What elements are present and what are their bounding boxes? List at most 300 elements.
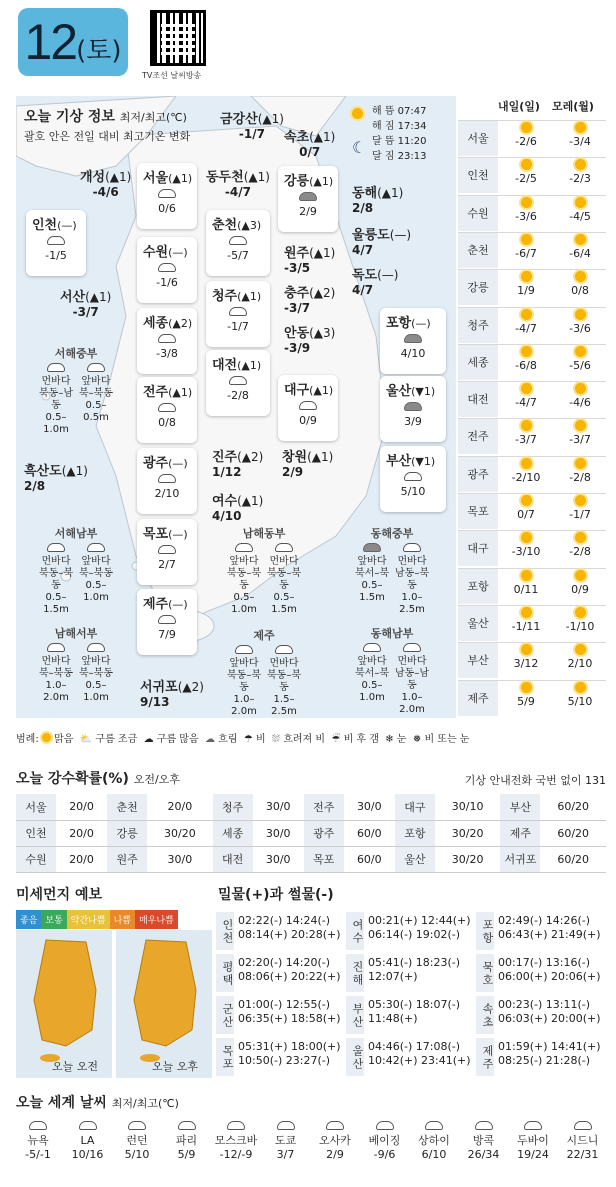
sun-cloud-icon (521, 644, 532, 655)
forecast-tomorrow: -4/7 (500, 383, 552, 409)
world-city (163, 1118, 211, 1162)
precip-value: 30/0 (253, 794, 304, 820)
world-city-name: 뉴욕 (27, 1134, 49, 1147)
rain-icon: ☂ (243, 734, 253, 745)
forecast-row (458, 680, 606, 716)
precip-value: 30/20 (435, 846, 501, 872)
city-label: 개성(▲1) -4/6 (80, 170, 132, 199)
sun-cloud-icon (521, 420, 532, 431)
snow-icon (87, 543, 105, 552)
world-city (113, 1118, 161, 1162)
world-city (509, 1118, 557, 1162)
forecast-dayafter: -2/8 (554, 532, 606, 558)
precip-value: 30/0 (253, 820, 304, 846)
precip-city: 포항 (395, 820, 435, 846)
rain-icon (363, 643, 381, 652)
cloud-sun-icon (158, 545, 176, 554)
cloud-icon (47, 363, 65, 372)
qr-code-icon[interactable] (150, 10, 206, 66)
grade-good: 좋음 (16, 910, 41, 929)
forecast-tomorrow: 0/11 (500, 570, 552, 596)
forecast-dayafter: -3/4 (554, 122, 606, 148)
precip-value: 30/0 (147, 846, 213, 872)
sun-cloud-icon (575, 458, 586, 469)
tide-port: 울산 (346, 1038, 364, 1076)
legend (16, 730, 469, 745)
sun-cloud-icon (575, 383, 586, 394)
forecast-row (458, 456, 606, 492)
sun-cloud-icon (575, 159, 586, 170)
sea-zone: 동해중부 앞바다 북서–북 0.5–1.5m 먼바다 남동–북동 1.0–2.5m (355, 527, 429, 615)
world-city-temp: 5/10 (124, 1148, 150, 1161)
world-city (559, 1118, 607, 1162)
forecast-tomorrow: -3/10 (500, 532, 552, 558)
weather-icon (178, 1121, 196, 1130)
broadcaster-label: TV조선 날씨방송 (142, 71, 202, 80)
city-label: 여수(▲1) 4/10 (212, 494, 264, 523)
world-city-temp: 19/24 (517, 1148, 549, 1161)
rain-snow-icon: ❅ (412, 734, 422, 745)
grade-normal: 보통 (41, 910, 66, 929)
tide-line1: 00:17(-) 13:16(-) (498, 956, 591, 969)
world-title: 오늘 세계 날씨 최저/최고(℃) (16, 1095, 179, 1111)
sun-cloud-icon (575, 607, 586, 618)
world-city-temp: 5/9 (177, 1148, 196, 1161)
tide-line2: 11:48(+) (368, 1012, 418, 1025)
precip-city: 서울 (16, 794, 56, 820)
overcast-icon (363, 543, 381, 552)
sun-cloud-icon (521, 570, 532, 581)
world-city-temp: 26/34 (467, 1148, 500, 1161)
city-card-daejeon[interactable]: 대전(▲1) -2/8 (206, 350, 270, 416)
rain-icon (403, 643, 421, 652)
legend-item: 비 또는 눈 (424, 734, 470, 745)
rain-icon (87, 643, 105, 652)
city-label: 서귀포(▲2) 9/13 (140, 680, 204, 709)
city-card-cheongju[interactable]: 청주(▲1) -1/7 (206, 281, 270, 347)
precip-row (16, 794, 606, 820)
precip-value: 30/20 (435, 820, 501, 846)
legend-item: 눈 (396, 734, 407, 745)
forecast-tomorrow: -1/11 (500, 607, 552, 633)
tide-port: 속초 (476, 996, 494, 1034)
dust-pm-label: 오늘 오후 (152, 1060, 199, 1073)
city-card-ulsan[interactable]: 울산(▼1) 3/9 (380, 376, 446, 442)
city-card-sejong[interactable]: 세종(▲2) -3/8 (137, 308, 197, 374)
tide-line2: 08:06(+) 20:22(+) (238, 970, 341, 983)
rain-sun-icon (158, 615, 176, 624)
tide-port: 포항 (476, 912, 494, 950)
world-city-temp: 22/31 (566, 1148, 599, 1161)
forecast-city: 대전 (458, 382, 498, 417)
sun-cloud-icon (575, 309, 586, 320)
forecast-row (458, 157, 606, 193)
grade-slightly-bad: 약간나쁨 (67, 910, 110, 929)
tide-port: 군산 (216, 996, 234, 1034)
forecast-tomorrow: -3/6 (500, 197, 552, 223)
rain-icon (47, 643, 65, 652)
tide-cell (346, 954, 476, 992)
legend-item: 흐려져 비 (283, 734, 326, 745)
cloud-sun-icon: ⛅ (79, 734, 93, 745)
world-city-name: 상하이 (418, 1134, 450, 1147)
cloud-icon (47, 236, 65, 245)
forecast-city: 전주 (458, 419, 498, 454)
forecast-city: 부산 (458, 643, 498, 678)
tide-port: 인천 (216, 912, 234, 950)
sun-icon (352, 108, 363, 124)
forecast-dayafter: -4/5 (554, 197, 606, 223)
moonrise-time: 달 뜸 11:20 (372, 136, 427, 147)
map-title: 오늘 기상 정보 최저/최고(℃) (24, 109, 187, 125)
dust-am-label: 오늘 오전 (52, 1060, 99, 1073)
forecast-tomorrow: -2/10 (500, 458, 552, 484)
world-city-name: 시드니 (566, 1134, 599, 1147)
cloud-icon (229, 307, 247, 316)
tide-port: 제주 (476, 1038, 494, 1076)
forecast-city: 강릉 (458, 270, 498, 305)
rain-clear-icon: ☔ (331, 734, 341, 745)
tide-line2: 08:14(+) 20:28(+) (238, 928, 341, 941)
forecast-dayafter: 0/8 (554, 271, 606, 297)
sun-cloud-icon (575, 197, 586, 208)
tide-cell (216, 996, 346, 1034)
precip-table (16, 794, 606, 873)
city-card-incheon[interactable]: 인천(—) -1/5 (26, 210, 86, 276)
weather-icon (524, 1121, 542, 1130)
forecast-dayafter: -5/6 (554, 346, 606, 372)
world-city-name: LA (80, 1134, 95, 1147)
world-city-temp: -5/-1 (25, 1148, 51, 1161)
forecast-city: 광주 (458, 457, 498, 492)
dust-title: 미세먼지 예보 (16, 887, 103, 903)
dust-grades (16, 910, 178, 929)
sun-cloud-icon (575, 234, 586, 245)
tide-line1: 01:59(+) 14:41(+) (498, 1040, 601, 1053)
precip-city: 청주 (213, 794, 253, 820)
legend-item: 구름 조금 (95, 734, 138, 745)
tide-line1: 02:20(-) 14:20(-) (238, 956, 331, 969)
world-city-temp: -12/-9 (219, 1148, 253, 1161)
cloud-icon: ☁ (143, 734, 154, 745)
forecast-tomorrow: 1/9 (500, 271, 552, 297)
weather-icon (277, 1121, 295, 1130)
forecast-row (458, 493, 606, 529)
world-city-name: 베이징 (368, 1134, 401, 1147)
world-city-name: 런던 (126, 1134, 148, 1147)
sun-cloud-icon (575, 346, 586, 357)
world-city (14, 1118, 62, 1162)
forecast-row (458, 307, 606, 343)
city-card-gwangju[interactable]: 광주(—) 2/10 (137, 448, 197, 514)
world-city-temp: 3/7 (276, 1148, 295, 1161)
city-label: 금강산(▲1) -1/7 (220, 112, 284, 141)
city-card-daegu[interactable]: 대구(▲1) 0/9 (278, 375, 338, 441)
legend-item: 비 (256, 734, 266, 745)
sun-cloud-icon (521, 271, 532, 282)
dust-map-pm (116, 930, 212, 1078)
precip-city: 원주 (107, 846, 147, 872)
forecast-city: 인천 (458, 158, 498, 193)
precip-value: 60/0 (344, 820, 395, 846)
forecast-dayafter: -3/7 (554, 420, 606, 446)
forecast-city: 서울 (458, 121, 498, 156)
city-label: 울릉도(—) 4/7 (352, 228, 412, 257)
world-city-name: 모스크바 (214, 1134, 258, 1147)
tide-line2: 10:42(+) 23:41(+) (368, 1054, 471, 1067)
precip-city: 강릉 (107, 820, 147, 846)
tide-line2: 08:25(-) 21:28(-) (498, 1054, 591, 1067)
sunset-time: 해 짐 17:34 (372, 121, 427, 132)
tide-line1: 05:31(+) 18:00(+) (238, 1040, 341, 1053)
forecast-tomorrow: 5/9 (500, 682, 552, 708)
tide-line2: 06:35(+) 18:58(+) (238, 1012, 341, 1025)
forecast-dayafter: -1/10 (554, 607, 606, 633)
grade-very-bad: 매우나쁨 (135, 910, 178, 929)
forecast-tomorrow: 0/7 (500, 495, 552, 521)
world-city-temp: 6/10 (421, 1148, 447, 1161)
rain-icon (275, 543, 293, 552)
world-city (460, 1118, 508, 1162)
forecast-dayafter: -1/7 (554, 495, 606, 521)
forecast-tomorrow: -6/7 (500, 234, 552, 260)
precip-city: 서귀포 (500, 846, 540, 872)
tide-port: 여수 (346, 912, 364, 950)
sun-moon-times (348, 104, 427, 164)
precip-city: 인천 (16, 820, 56, 846)
forecast-dayafter: 5/10 (554, 682, 606, 708)
forecast-dayafter: -2/3 (554, 159, 606, 185)
tide-cell (216, 1038, 346, 1076)
date-badge (18, 8, 128, 76)
sun-cloud-icon (575, 122, 586, 133)
precip-value: 60/0 (344, 846, 395, 872)
sunny-icon (42, 733, 51, 742)
tide-title: 밀물(+)과 썰물(-) (218, 887, 334, 903)
tide-line1: 05:30(-) 18:07(-) (368, 998, 461, 1011)
date-day: 12 (24, 14, 77, 70)
forecast-dayafter: 0/9 (554, 570, 606, 596)
weather-icon (425, 1121, 443, 1130)
sun-cloud-icon (575, 532, 586, 543)
cloud-icon (87, 363, 105, 372)
rain-icon (275, 645, 293, 654)
sea-zone: 남해서부 먼바다 북–북동 1.0–2.0m 앞바다 북–북동 0.5–1.0m (39, 627, 113, 703)
tide-cell (476, 996, 606, 1034)
precip-value: 30/20 (147, 820, 213, 846)
forecast-row (458, 568, 606, 604)
precip-city: 춘천 (107, 794, 147, 820)
city-card-mokpo[interactable]: 목포(—) 2/7 (137, 519, 197, 585)
sun-cloud-icon (521, 682, 532, 693)
precip-city: 부산 (500, 794, 540, 820)
precip-city: 세종 (213, 820, 253, 846)
sun-cloud-icon (575, 570, 586, 581)
city-label: 서산(▲1) -3/7 (60, 290, 112, 319)
forecast-header-dayafter: 모레(월) (552, 100, 594, 113)
city-label: 속초(▲1) 0/7 (284, 130, 336, 159)
city-label: 창원(▲1) 2/9 (282, 450, 334, 479)
forecast-row (458, 232, 606, 268)
precip-value: 30/10 (435, 794, 501, 820)
world-city (311, 1118, 359, 1162)
sun-cloud-icon (521, 346, 532, 357)
precip-value: 60/20 (540, 846, 606, 872)
tide-cell (476, 954, 606, 992)
forecast-row (458, 195, 606, 231)
forecast-row (458, 418, 606, 454)
tide-port: 진해 (346, 954, 364, 992)
cloud-icon (158, 334, 176, 343)
weather-icon (475, 1121, 493, 1130)
city-card-suwon[interactable]: 수원(—) -1/6 (137, 237, 197, 303)
precip-value: 20/0 (56, 794, 107, 820)
forecast-dayafter: -2/8 (554, 458, 606, 484)
city-label: 흑산도(▲1) 2/8 (24, 464, 88, 493)
weather-icon (227, 1121, 245, 1130)
precip-city: 울산 (395, 846, 435, 872)
sun-cloud-icon (521, 234, 532, 245)
forecast-dayafter: -4/6 (554, 383, 606, 409)
cloudy-rain-icon: ⛆ (272, 734, 281, 745)
tide-line1: 01:00(-) 12:55(-) (238, 998, 331, 1011)
tide-line1: 04:46(-) 17:08(-) (368, 1040, 461, 1053)
tide-port: 부산 (346, 996, 364, 1034)
sun-cloud-icon (521, 458, 532, 469)
date-weekday: (토) (76, 36, 122, 66)
forecast-city: 세종 (458, 345, 498, 380)
world-city-name: 도쿄 (274, 1134, 297, 1147)
sea-zone: 서해중부 먼바다 북동–남동 0.5–1.0m 앞바다 북–북동 0.5–0.5m (39, 347, 113, 435)
tide-line2: 10:50(-) 23:27(-) (238, 1054, 331, 1067)
moonset-time: 달 짐 23:13 (372, 151, 427, 162)
weather-icon (376, 1121, 394, 1130)
grade-bad: 나쁨 (110, 910, 135, 929)
legend-item: 흐림 (218, 734, 238, 745)
sun-cloud-icon (575, 495, 586, 506)
tide-line1: 00:21(+) 12:44(+) (368, 914, 471, 927)
city-card-jeju[interactable]: 제주(—) 7/9 (137, 589, 197, 655)
weather-phone: 기상 안내전화 국번 없이 131 (464, 774, 606, 787)
tide-port: 목포 (216, 1038, 234, 1076)
forecast-city: 포항 (458, 569, 498, 604)
city-card-gangneung[interactable]: 강릉(▲1) 2/9 (278, 166, 338, 232)
forecast-city: 대구 (458, 531, 498, 566)
forecast-panel (458, 96, 606, 718)
precip-city: 제주 (500, 820, 540, 846)
tide-line1: 02:49(-) 14:26(-) (498, 914, 591, 927)
cloud-icon (158, 403, 176, 412)
city-label: 안동(▲3) -3/9 (284, 326, 336, 355)
forecast-tomorrow: -2/5 (500, 159, 552, 185)
precip-value: 30/0 (344, 794, 395, 820)
precip-value: 60/20 (540, 820, 606, 846)
snow-icon: ❄ (385, 734, 394, 745)
cloud-icon (299, 401, 317, 410)
city-label: 충주(▲2) -3/7 (284, 286, 336, 315)
world-city-name: 파리 (175, 1134, 198, 1147)
sun-cloud-icon (521, 309, 532, 320)
city-label: 원주(▲1) -3/5 (284, 246, 336, 275)
dust-map-am (16, 930, 112, 1078)
sea-zone: 제주 앞바다 북동–북동 1.0–2.0m 먼바다 북동–북동 1.5–2.5m (227, 629, 301, 717)
overcast-icon (299, 192, 317, 201)
world-city (410, 1118, 458, 1162)
world-city-temp: 2/9 (326, 1148, 344, 1161)
forecast-row (458, 269, 606, 305)
sun-cloud-icon (575, 644, 586, 655)
precip-title: 오늘 강수확률(%) 오전/오후 (16, 771, 180, 787)
forecast-row (458, 530, 606, 566)
legend-item: 맑음 (54, 734, 74, 745)
precip-city: 전주 (304, 794, 344, 820)
sun-cloud-icon (521, 607, 532, 618)
tide-line2: 06:43(+) 21:49(+) (498, 928, 601, 941)
weather-icon (574, 1121, 592, 1130)
world-city (361, 1118, 409, 1162)
city-card-chuncheon[interactable]: 춘천(▲3) -5/7 (206, 210, 270, 276)
weather-icon (326, 1121, 344, 1130)
sea-zone: 동해남부 앞바다 북서–북 0.5–1.0m 먼바다 남동–남동 1.0–2.0m (355, 627, 429, 715)
tide-line2: 06:14(-) 19:02(-) (368, 928, 461, 941)
tide-cell (216, 912, 346, 950)
world-city-temp: 10/16 (71, 1148, 104, 1161)
forecast-row (458, 344, 606, 380)
weather-icon (29, 1121, 47, 1130)
world-city (212, 1118, 260, 1162)
precip-city: 대구 (395, 794, 435, 820)
cloud-icon (158, 189, 176, 198)
rain-icon (235, 645, 253, 654)
sun-cloud-icon (521, 532, 532, 543)
city-label: 동두천(▲1) -4/7 (206, 170, 270, 199)
weather-icon (79, 1121, 97, 1130)
city-card-pohang[interactable]: 포항(—) 4/10 (380, 308, 446, 374)
weather-icon (128, 1121, 146, 1130)
cloud-sun-icon (404, 472, 422, 481)
city-label: 독도(—) 4/7 (352, 268, 399, 297)
sun-cloud-icon (521, 197, 532, 208)
city-card-busan[interactable]: 부산(▼1) 5/10 (380, 446, 446, 512)
forecast-row (458, 381, 606, 417)
tide-line1: 00:23(-) 13:11(-) (498, 998, 591, 1011)
forecast-city: 울산 (458, 606, 498, 641)
sun-cloud-icon (521, 495, 532, 506)
precip-value: 20/0 (147, 794, 213, 820)
forecast-tomorrow: 3/12 (500, 644, 552, 670)
precip-city: 수원 (16, 846, 56, 872)
world-city-temp: -9/6 (373, 1148, 396, 1161)
tide-cell (346, 1038, 476, 1076)
sun-cloud-icon (521, 383, 532, 394)
forecast-tomorrow: -6/8 (500, 346, 552, 372)
city-card-seoul[interactable]: 서울(▲1) 0/6 (137, 163, 197, 229)
tide-cell (476, 1038, 606, 1076)
world-city (262, 1118, 310, 1162)
tide-cell (216, 954, 346, 992)
overcast-icon (404, 402, 422, 411)
forecast-row (458, 605, 606, 641)
legend-item: 구름 많음 (156, 734, 199, 745)
snow-icon (158, 474, 176, 483)
overcast-icon (404, 334, 422, 343)
city-card-jeonju[interactable]: 전주(▲1) 0/8 (137, 377, 197, 443)
forecast-city: 청주 (458, 308, 498, 343)
precip-value: 20/0 (56, 820, 107, 846)
sea-zone: 남해동부 앞바다 북동–북동 0.5–1.0m 먼바다 북동–북동 0.5–1.5m (227, 527, 301, 615)
sunrise-time: 해 뜸 07:47 (372, 106, 427, 117)
tide-line2: 06:03(+) 20:00(+) (498, 1012, 601, 1025)
